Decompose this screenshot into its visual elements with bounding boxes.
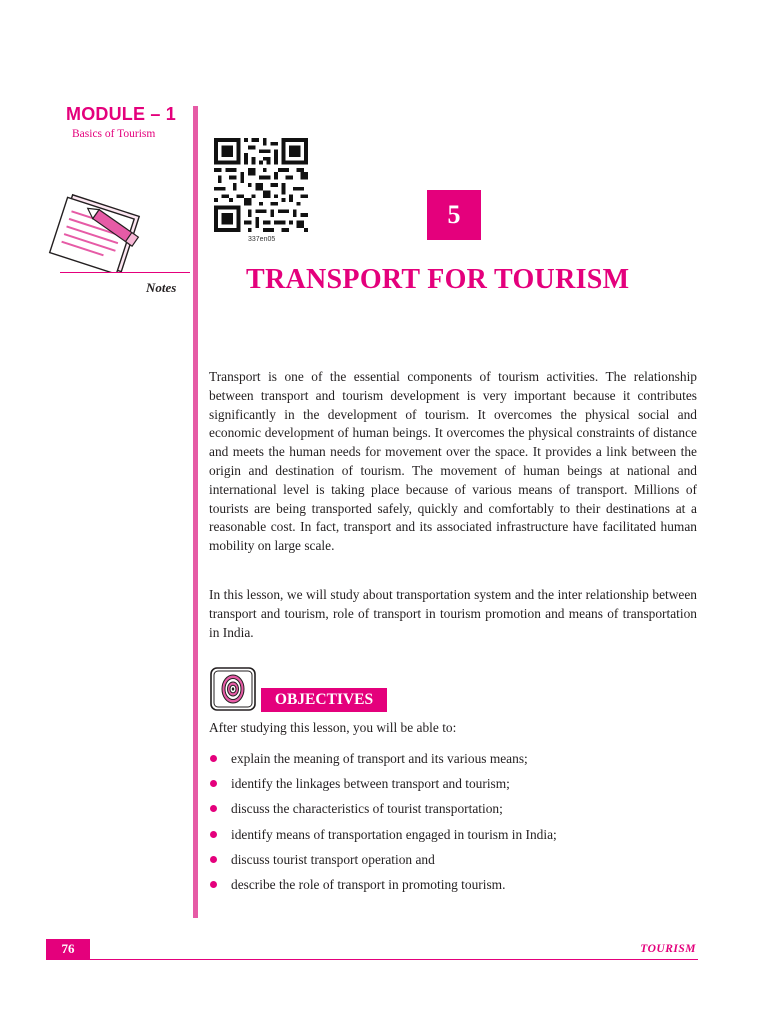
qr-code-icon [214, 138, 308, 232]
objective-text: identify the linkages between transport and tourism; [231, 776, 510, 792]
objectives-intro: After studying this lesson, you will be able to: [209, 720, 457, 735]
list-item [209, 826, 697, 851]
list-item [209, 750, 697, 775]
chapter-number-box [427, 190, 481, 240]
objective-text: identify means of transportation engaged in tourism in India; [231, 826, 557, 842]
bullet-icon [210, 805, 217, 812]
objectives-list [209, 750, 697, 901]
page-number: 76 [46, 939, 90, 959]
bullet-icon [210, 856, 217, 863]
objective-text: discuss tourist transport operation and [231, 851, 435, 867]
list-item [209, 851, 697, 876]
list-item [209, 800, 697, 825]
objective-text: discuss the characteristics of tourist transportation; [231, 801, 503, 817]
target-icon [210, 667, 256, 711]
notes-divider [60, 272, 190, 273]
objective-text: explain the meaning of transport and its various means; [231, 751, 528, 766]
notes-pencil-icon [40, 192, 152, 272]
notes-label: Notes [146, 280, 177, 295]
chapter-number: 5 [447, 200, 461, 229]
objective-text: describe the role of transport in promoting tourism. [231, 876, 506, 892]
module-title: MODULE – 1 [66, 104, 177, 124]
bullet-icon [210, 755, 217, 762]
footer-book-title: TOURISM [640, 943, 696, 955]
module-subtitle: Basics of Tourism [72, 128, 156, 140]
margin-bar [193, 106, 198, 918]
bullet-icon [210, 831, 217, 838]
lesson-paragraph: In this lesson, we will study about transportation system and the inter relationship between transport and tourism, role of transport in tourism promotion and means of transportation in India. [209, 587, 697, 640]
footer-divider [46, 959, 698, 960]
objectives-label: OBJECTIVES [261, 688, 387, 712]
list-item [209, 775, 697, 800]
qr-code-text: 337en05 [248, 236, 276, 243]
intro-paragraph: Transport is one of the essential components of tourism activities. The relationship between transport and tourism development is very important because it contributes significantly in the development of tourism. It overcomes the physical social and economic development of human beings. It overcomes the physical constraints of distance and meets the human needs for movement over the space. It provides a link between the origin and destination of tourism. The movement of human beings at national and international level is taking place because of various means of transport. Millions of tourists are being transported safely, quickly and comfortably to their destinations at a reasonable cost. In fact, transport and its associated infrastructure have facilitated human mobility on large scale. [209, 369, 697, 554]
list-item [209, 876, 697, 901]
bullet-icon [210, 881, 217, 888]
bullet-icon [210, 780, 217, 787]
chapter-title: TRANSPORT FOR TOURISM [246, 264, 630, 295]
